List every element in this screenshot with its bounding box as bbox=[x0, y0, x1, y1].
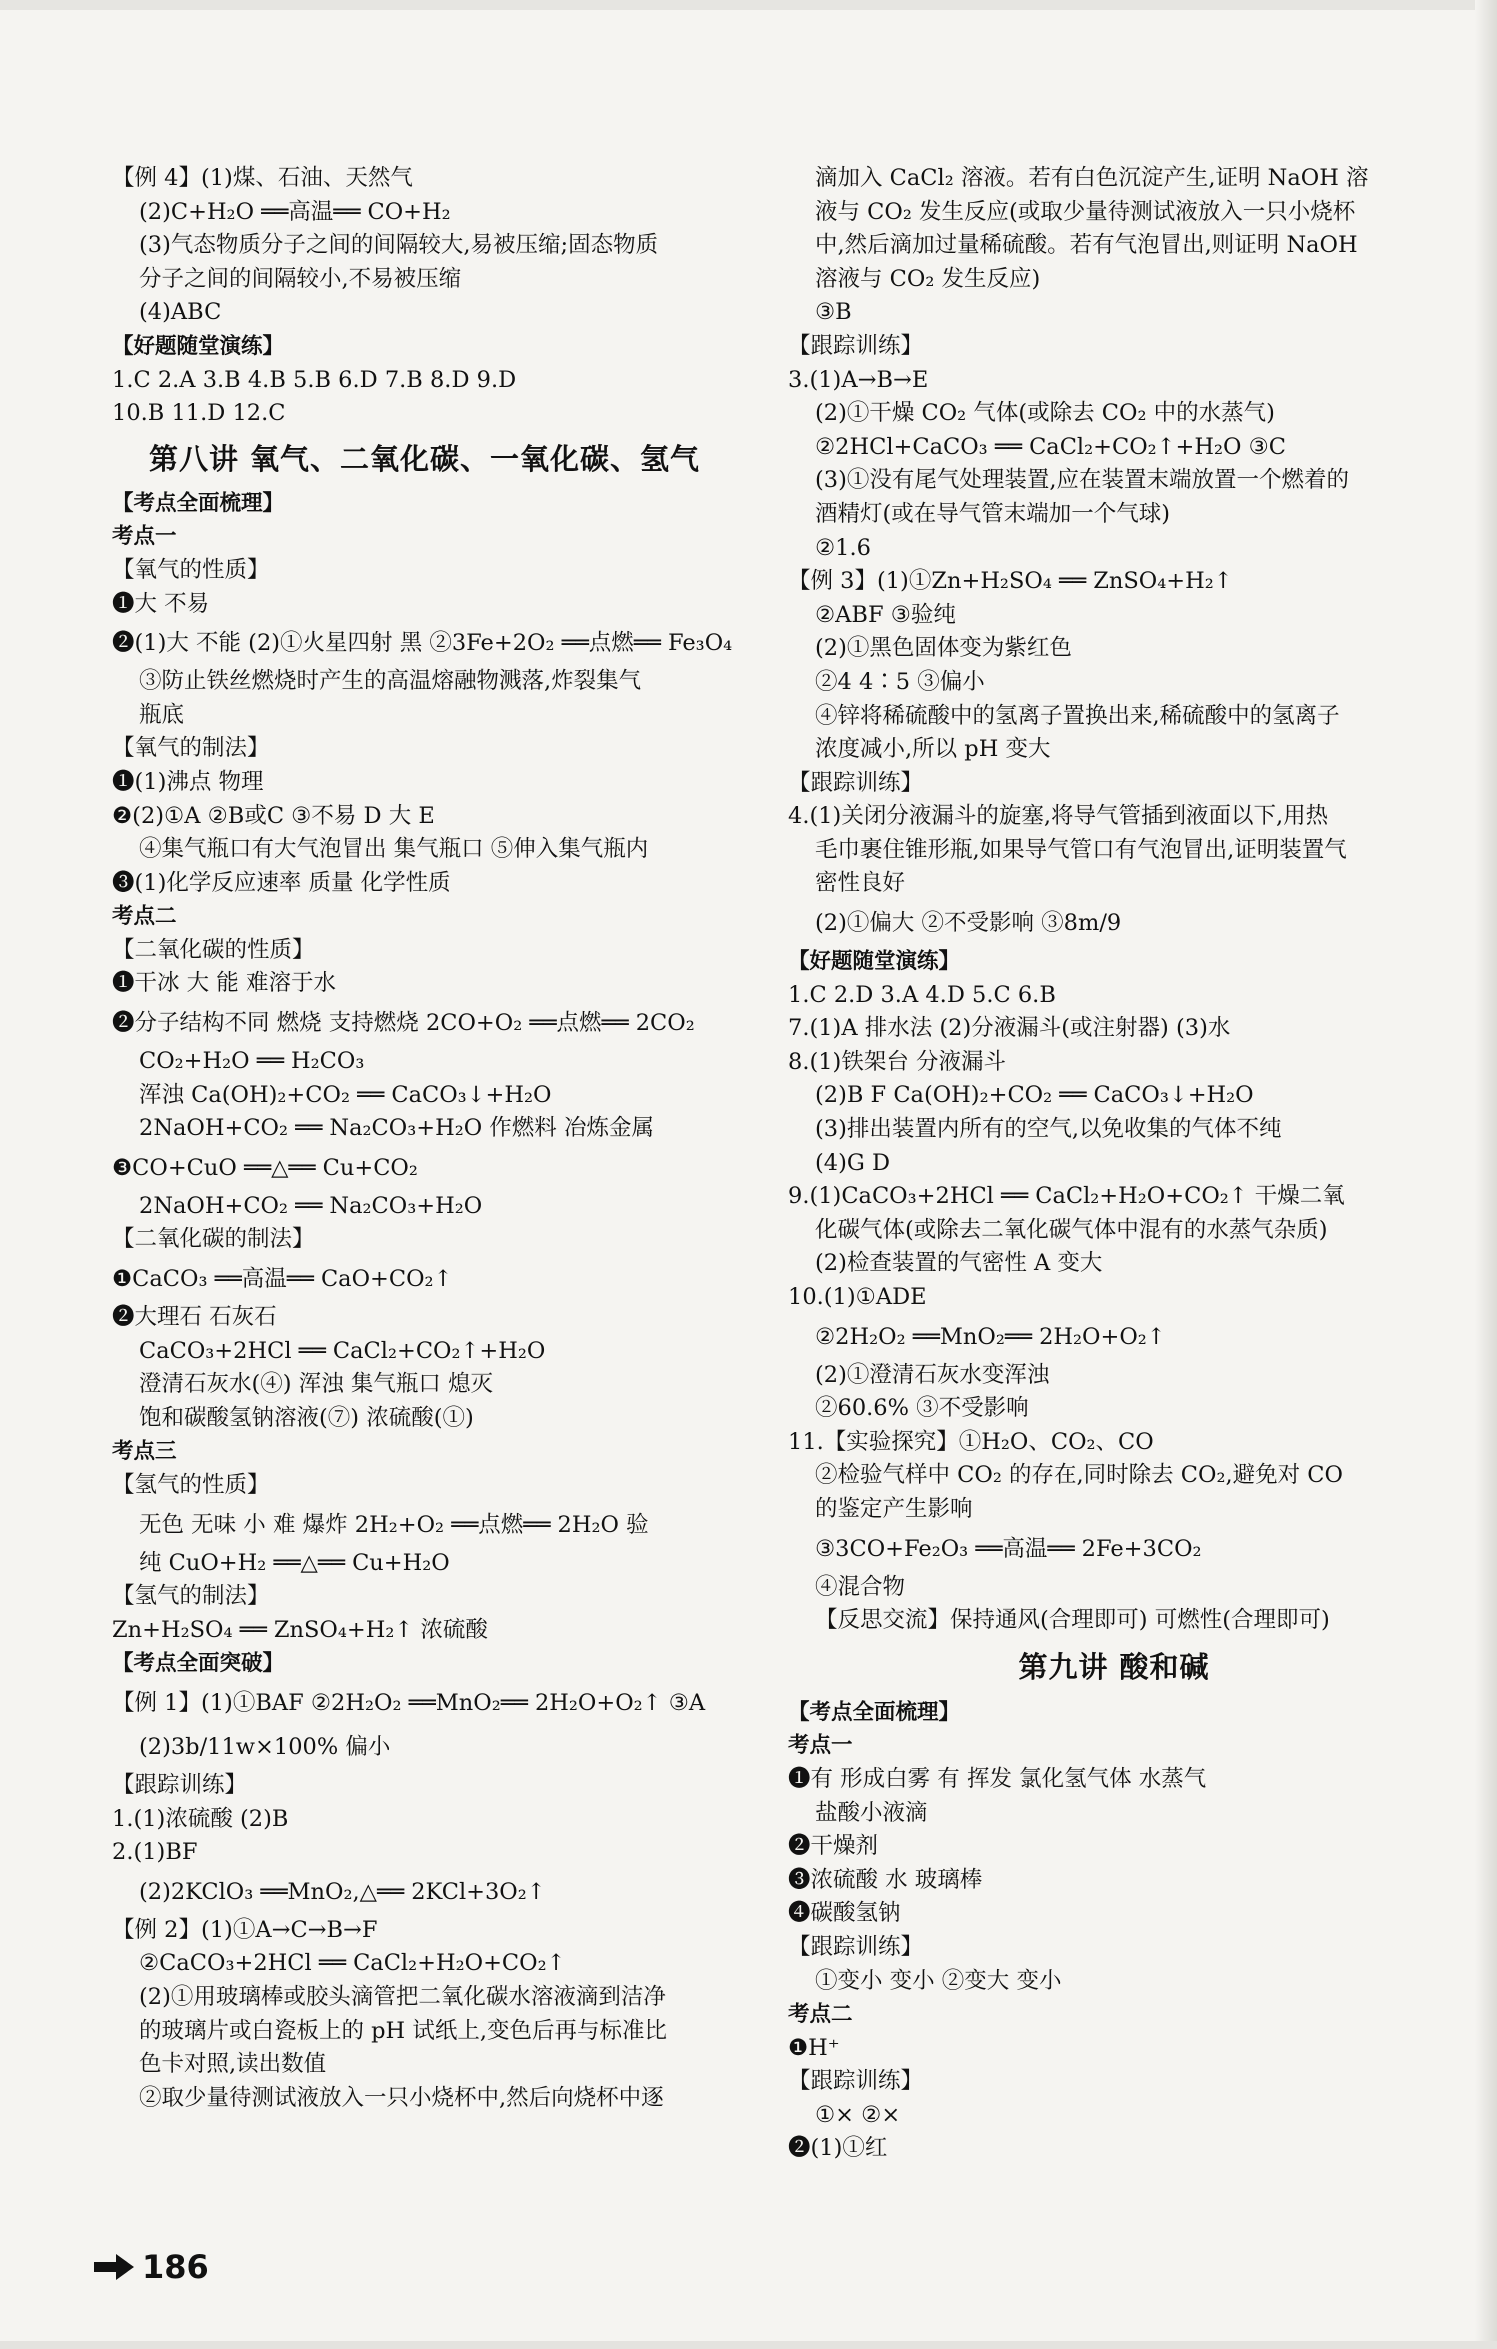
section-heading: 考点三 bbox=[112, 1439, 177, 1465]
text-line: ②检验气样中 CO₂ 的存在,同时除去 CO₂,避免对 CO bbox=[815, 1462, 1343, 1489]
text-line: ①变小 变小 ②变大 变小 bbox=[815, 1967, 1062, 1994]
text-line: ❷大理石 石灰石 bbox=[112, 1304, 277, 1331]
text-line: (2)C+H₂O ══高温══ CO+H₂ bbox=[139, 198, 451, 225]
text-line: 酒精灯(或在导气管末端加一个气球) bbox=[815, 500, 1171, 527]
page-number-footer bbox=[92, 2248, 209, 2286]
section-heading: 【考点全面梳理】 bbox=[112, 490, 285, 516]
text-line: (4)ABC bbox=[139, 299, 222, 326]
text-line: CaCO₃+2HCl ══ CaCl₂+CO₂↑+H₂O bbox=[139, 1337, 546, 1364]
text-line: 中,然后滴加过量稀硫酸。若有气泡冒出,则证明 NaOH bbox=[815, 232, 1358, 259]
text-line: (3)排出装置内所有的空气,以免收集的气体不纯 bbox=[815, 1116, 1282, 1143]
section-heading: 【考点全面突破】 bbox=[112, 1651, 285, 1677]
text-line: 【氧气的性质】 bbox=[112, 556, 270, 583]
text-line: ②2HCl+CaCO₃ ══ CaCl₂+CO₂↑+H₂O ③C bbox=[815, 433, 1287, 460]
text-line: (2)①澄清石灰水变浑浊 bbox=[815, 1361, 1050, 1388]
text-line: (2)①用玻璃棒或胶头滴管把二氧化碳水溶液滴到洁净 bbox=[139, 1983, 666, 2010]
text-line: 7.(1)A 排水法 (2)分液漏斗(或注射器) (3)水 bbox=[788, 1015, 1231, 1042]
text-line: 澄清石灰水(④) 浑浊 集气瓶口 熄灭 bbox=[139, 1371, 494, 1398]
text-line: (4)G D bbox=[815, 1149, 891, 1176]
text-line: 分子之间的间隔较小,不易被压缩 bbox=[139, 265, 462, 292]
text-line: 2NaOH+CO₂ ══ Na₂CO₃+H₂O 作燃料 冶炼金属 bbox=[139, 1115, 654, 1142]
text-line: ❷(1)①红 bbox=[788, 2135, 888, 2162]
text-line: ②ABF ③验纯 bbox=[815, 601, 956, 628]
text-line: 饱和碳酸氢钠溶液(⑦) 浓硫酸(①) bbox=[139, 1404, 474, 1431]
text-line: 10.B 11.D 12.C bbox=[112, 400, 286, 427]
text-line: ❷干燥剂 bbox=[788, 1833, 879, 1860]
page-number: 186 bbox=[142, 2248, 209, 2286]
section-heading: 考点一 bbox=[112, 524, 177, 550]
text-line: (2)①干燥 CO₂ 气体(或除去 CO₂ 中的水蒸气) bbox=[815, 400, 1275, 427]
section-heading: 考点一 bbox=[788, 1733, 853, 1759]
text-line: 毛巾裹住锥形瓶,如果导气管口有气泡冒出,证明装置气 bbox=[815, 836, 1347, 863]
text-line: 【跟踪训练】 bbox=[788, 769, 924, 796]
text-line: ②2H₂O₂ ══MnO₂══ 2H₂O+O₂↑ bbox=[815, 1323, 1166, 1350]
lecture-heading: 第九讲 酸和碱 bbox=[1018, 1649, 1210, 1684]
section-heading: 【好题随堂演练】 bbox=[788, 949, 961, 975]
text-line: (2)3b/11w×100% 偏小 bbox=[139, 1733, 391, 1760]
text-line: ②取少量待测试液放入一只小烧杯中,然后向烧杯中逐 bbox=[139, 2084, 664, 2111]
left-column bbox=[112, 162, 737, 2115]
text-line: ③B bbox=[815, 299, 852, 326]
text-line: 【反思交流】保持通风(合理即可) 可燃性(合理即可) bbox=[815, 1607, 1330, 1634]
text-line: 1.C 2.A 3.B 4.B 5.B 6.D 7.B 8.D 9.D bbox=[112, 366, 517, 393]
right-column bbox=[788, 162, 1440, 2166]
text-line: Zn+H₂SO₄ ══ ZnSO₄+H₂↑ 浓硫酸 bbox=[112, 1616, 488, 1643]
text-line: 【例 2】(1)①A→C→B→F bbox=[112, 1916, 378, 1943]
text-line: 10.(1)①ADE bbox=[788, 1284, 927, 1310]
text-line: (3)气态物质分子之间的间隔较大,易被压缩;固态物质 bbox=[139, 232, 659, 259]
text-line: ❶干冰 大 能 难溶于水 bbox=[112, 970, 336, 997]
text-line: ②CaCO₃+2HCl ══ CaCl₂+H₂O+CO₂↑ bbox=[139, 1950, 566, 1977]
text-line: 【氧气的制法】 bbox=[112, 735, 270, 762]
text-line: ❶H⁺ bbox=[788, 2034, 840, 2061]
text-line: ①× ②× bbox=[815, 2101, 901, 2128]
text-line: 1.(1)浓硫酸 (2)B bbox=[112, 1805, 289, 1832]
text-line: 3.(1)A→B→E bbox=[788, 366, 929, 393]
text-line: ④混合物 bbox=[815, 1573, 906, 1600]
text-line: ❶大 不易 bbox=[112, 590, 210, 617]
text-line: 纯 CuO+H₂ ══△══ Cu+H₂O bbox=[139, 1549, 450, 1576]
text-line: ②60.6% ③不受影响 bbox=[815, 1395, 1029, 1422]
text-line: ④集气瓶口有大气泡冒出 集气瓶口 ⑤伸入集气瓶内 bbox=[139, 836, 649, 863]
text-line: ❸(1)化学反应速率 质量 化学性质 bbox=[112, 869, 451, 896]
text-line: (2)2KClO₃ ══MnO₂,△══ 2KCl+3O₂↑ bbox=[139, 1878, 546, 1905]
text-line: ❷(2)①A ②B或C ③不易 D 大 E bbox=[112, 802, 435, 829]
text-line: 【二氧化碳的制法】 bbox=[112, 1226, 315, 1253]
text-line: ❶CaCO₃ ══高温══ CaO+CO₂↑ bbox=[112, 1266, 453, 1293]
page-top-edge bbox=[0, 0, 1497, 10]
text-line: 11.【实验探究】①H₂O、CO₂、CO bbox=[788, 1428, 1154, 1455]
lecture-heading: 第八讲 氧气、二氧化碳、一氧化碳、氢气 bbox=[148, 441, 701, 476]
text-line: 【例 1】(1)①BAF ②2H₂O₂ ══MnO₂══ 2H₂O+O₂↑ ③A bbox=[112, 1689, 706, 1716]
text-line: ❹碳酸氢钠 bbox=[788, 1900, 901, 1927]
text-line: 【氢气的性质】 bbox=[112, 1472, 270, 1498]
text-line: 滴加入 CaCl₂ 溶液。若有白色沉淀产生,证明 NaOH 溶 bbox=[815, 165, 1369, 191]
text-line: 【跟踪训练】 bbox=[788, 1933, 924, 1960]
text-line: 无色 无味 小 难 爆炸 2H₂+O₂ ══点燃══ 2H₂O 验 bbox=[139, 1511, 649, 1538]
text-line: 浑浊 Ca(OH)₂+CO₂ ══ CaCO₃↓+H₂O bbox=[139, 1081, 552, 1108]
text-line: 色卡对照,读出数值 bbox=[139, 2051, 327, 2078]
text-line: ❶有 形成白雾 有 挥发 氯化氢气体 水蒸气 bbox=[788, 1765, 1207, 1792]
text-line: 2.(1)BF bbox=[112, 1839, 198, 1866]
text-line: 【例 4】(1)煤、石油、天然气 bbox=[112, 165, 413, 191]
text-line: ❸浓硫酸 水 玻璃棒 bbox=[788, 1866, 983, 1893]
section-heading: 考点二 bbox=[112, 904, 177, 930]
text-line: ❶(1)沸点 物理 bbox=[112, 768, 264, 795]
text-line: 【跟踪训练】 bbox=[788, 332, 924, 359]
text-line: ❷(1)大 不能 (2)①火星四射 黑 ②3Fe+2O₂ ══点燃══ Fe₃O₄ bbox=[112, 630, 733, 657]
text-line: 浓度减小,所以 pH 变大 bbox=[815, 736, 1051, 763]
text-line: ③3CO+Fe₂O₃ ══高温══ 2Fe+3CO₂ bbox=[815, 1535, 1202, 1562]
text-line: (2)①黑色固体变为紫红色 bbox=[815, 635, 1072, 662]
text-line: ❸CO+CuO ══△══ Cu+CO₂ bbox=[112, 1154, 418, 1181]
text-line: 【例 3】(1)①Zn+H₂SO₄ ══ ZnSO₄+H₂↑ bbox=[788, 568, 1233, 595]
text-line: 【跟踪训练】 bbox=[112, 1771, 248, 1798]
section-heading: 【好题随堂演练】 bbox=[112, 333, 285, 359]
arrow-right-icon bbox=[92, 2252, 136, 2282]
text-line: 的玻璃片或白瓷板上的 pH 试纸上,变色后再与标准比 bbox=[139, 2017, 667, 2044]
section-heading: 考点二 bbox=[788, 2002, 853, 2028]
text-line: 化碳气体(或除去二氧化碳气体中混有的水蒸气杂质) bbox=[815, 1216, 1328, 1243]
text-line: 4.(1)关闭分液漏斗的旋塞,将导气管插到液面以下,用热 bbox=[788, 803, 1329, 830]
text-line: 的鉴定产生影响 bbox=[815, 1495, 973, 1522]
text-line: 瓶底 bbox=[139, 701, 185, 728]
text-line: 2NaOH+CO₂ ══ Na₂CO₃+H₂O bbox=[139, 1192, 483, 1219]
text-line: (2)B F Ca(OH)₂+CO₂ ══ CaCO₃↓+H₂O bbox=[815, 1082, 1254, 1109]
text-line: ④锌将稀硫酸中的氢离子置换出来,稀硫酸中的氢离子 bbox=[815, 702, 1340, 729]
text-line: 【二氧化碳的性质】 bbox=[112, 936, 315, 963]
text-line: ②1.6 bbox=[815, 534, 871, 561]
text-line: 【跟踪训练】 bbox=[788, 2068, 924, 2095]
text-line: 液与 CO₂ 发生反应(或取少量待测试液放入一只小烧杯 bbox=[815, 198, 1356, 225]
text-line: ❷分子结构不同 燃烧 支持燃烧 2CO+O₂ ══点燃══ 2CO₂ bbox=[112, 1010, 695, 1037]
section-heading: 【考点全面梳理】 bbox=[788, 1699, 961, 1725]
text-line: ③防止铁丝燃烧时产生的高温熔融物溅落,炸裂集气 bbox=[139, 668, 642, 695]
text-line: CO₂+H₂O ══ H₂CO₃ bbox=[139, 1048, 365, 1075]
text-line: (3)①没有尾气处理装置,应在装置末端放置一个燃着的 bbox=[815, 467, 1350, 494]
text-line: 盐酸小液滴 bbox=[815, 1799, 928, 1826]
text-line: 9.(1)CaCO₃+2HCl ══ CaCl₂+H₂O+CO₂↑ 干燥二氧 bbox=[788, 1183, 1345, 1210]
text-line: ②4 4∶5 ③偏小 bbox=[815, 668, 985, 695]
text-line: 8.(1)铁架台 分液漏斗 bbox=[788, 1048, 1006, 1075]
text-line: 密性良好 bbox=[815, 870, 906, 897]
page-bottom-edge bbox=[0, 2341, 1497, 2349]
text-line: (2)①偏大 ②不受影响 ③8m/9 bbox=[815, 910, 1122, 937]
text-line: (2)检查装置的气密性 A 变大 bbox=[815, 1250, 1103, 1277]
text-line: 【氢气的制法】 bbox=[112, 1583, 270, 1610]
text-line: 溶液与 CO₂ 发生反应) bbox=[815, 265, 1041, 292]
text-line: 1.C 2.D 3.A 4.D 5.C 6.B bbox=[788, 981, 1056, 1008]
page-edge-shadow bbox=[1475, 0, 1497, 2349]
